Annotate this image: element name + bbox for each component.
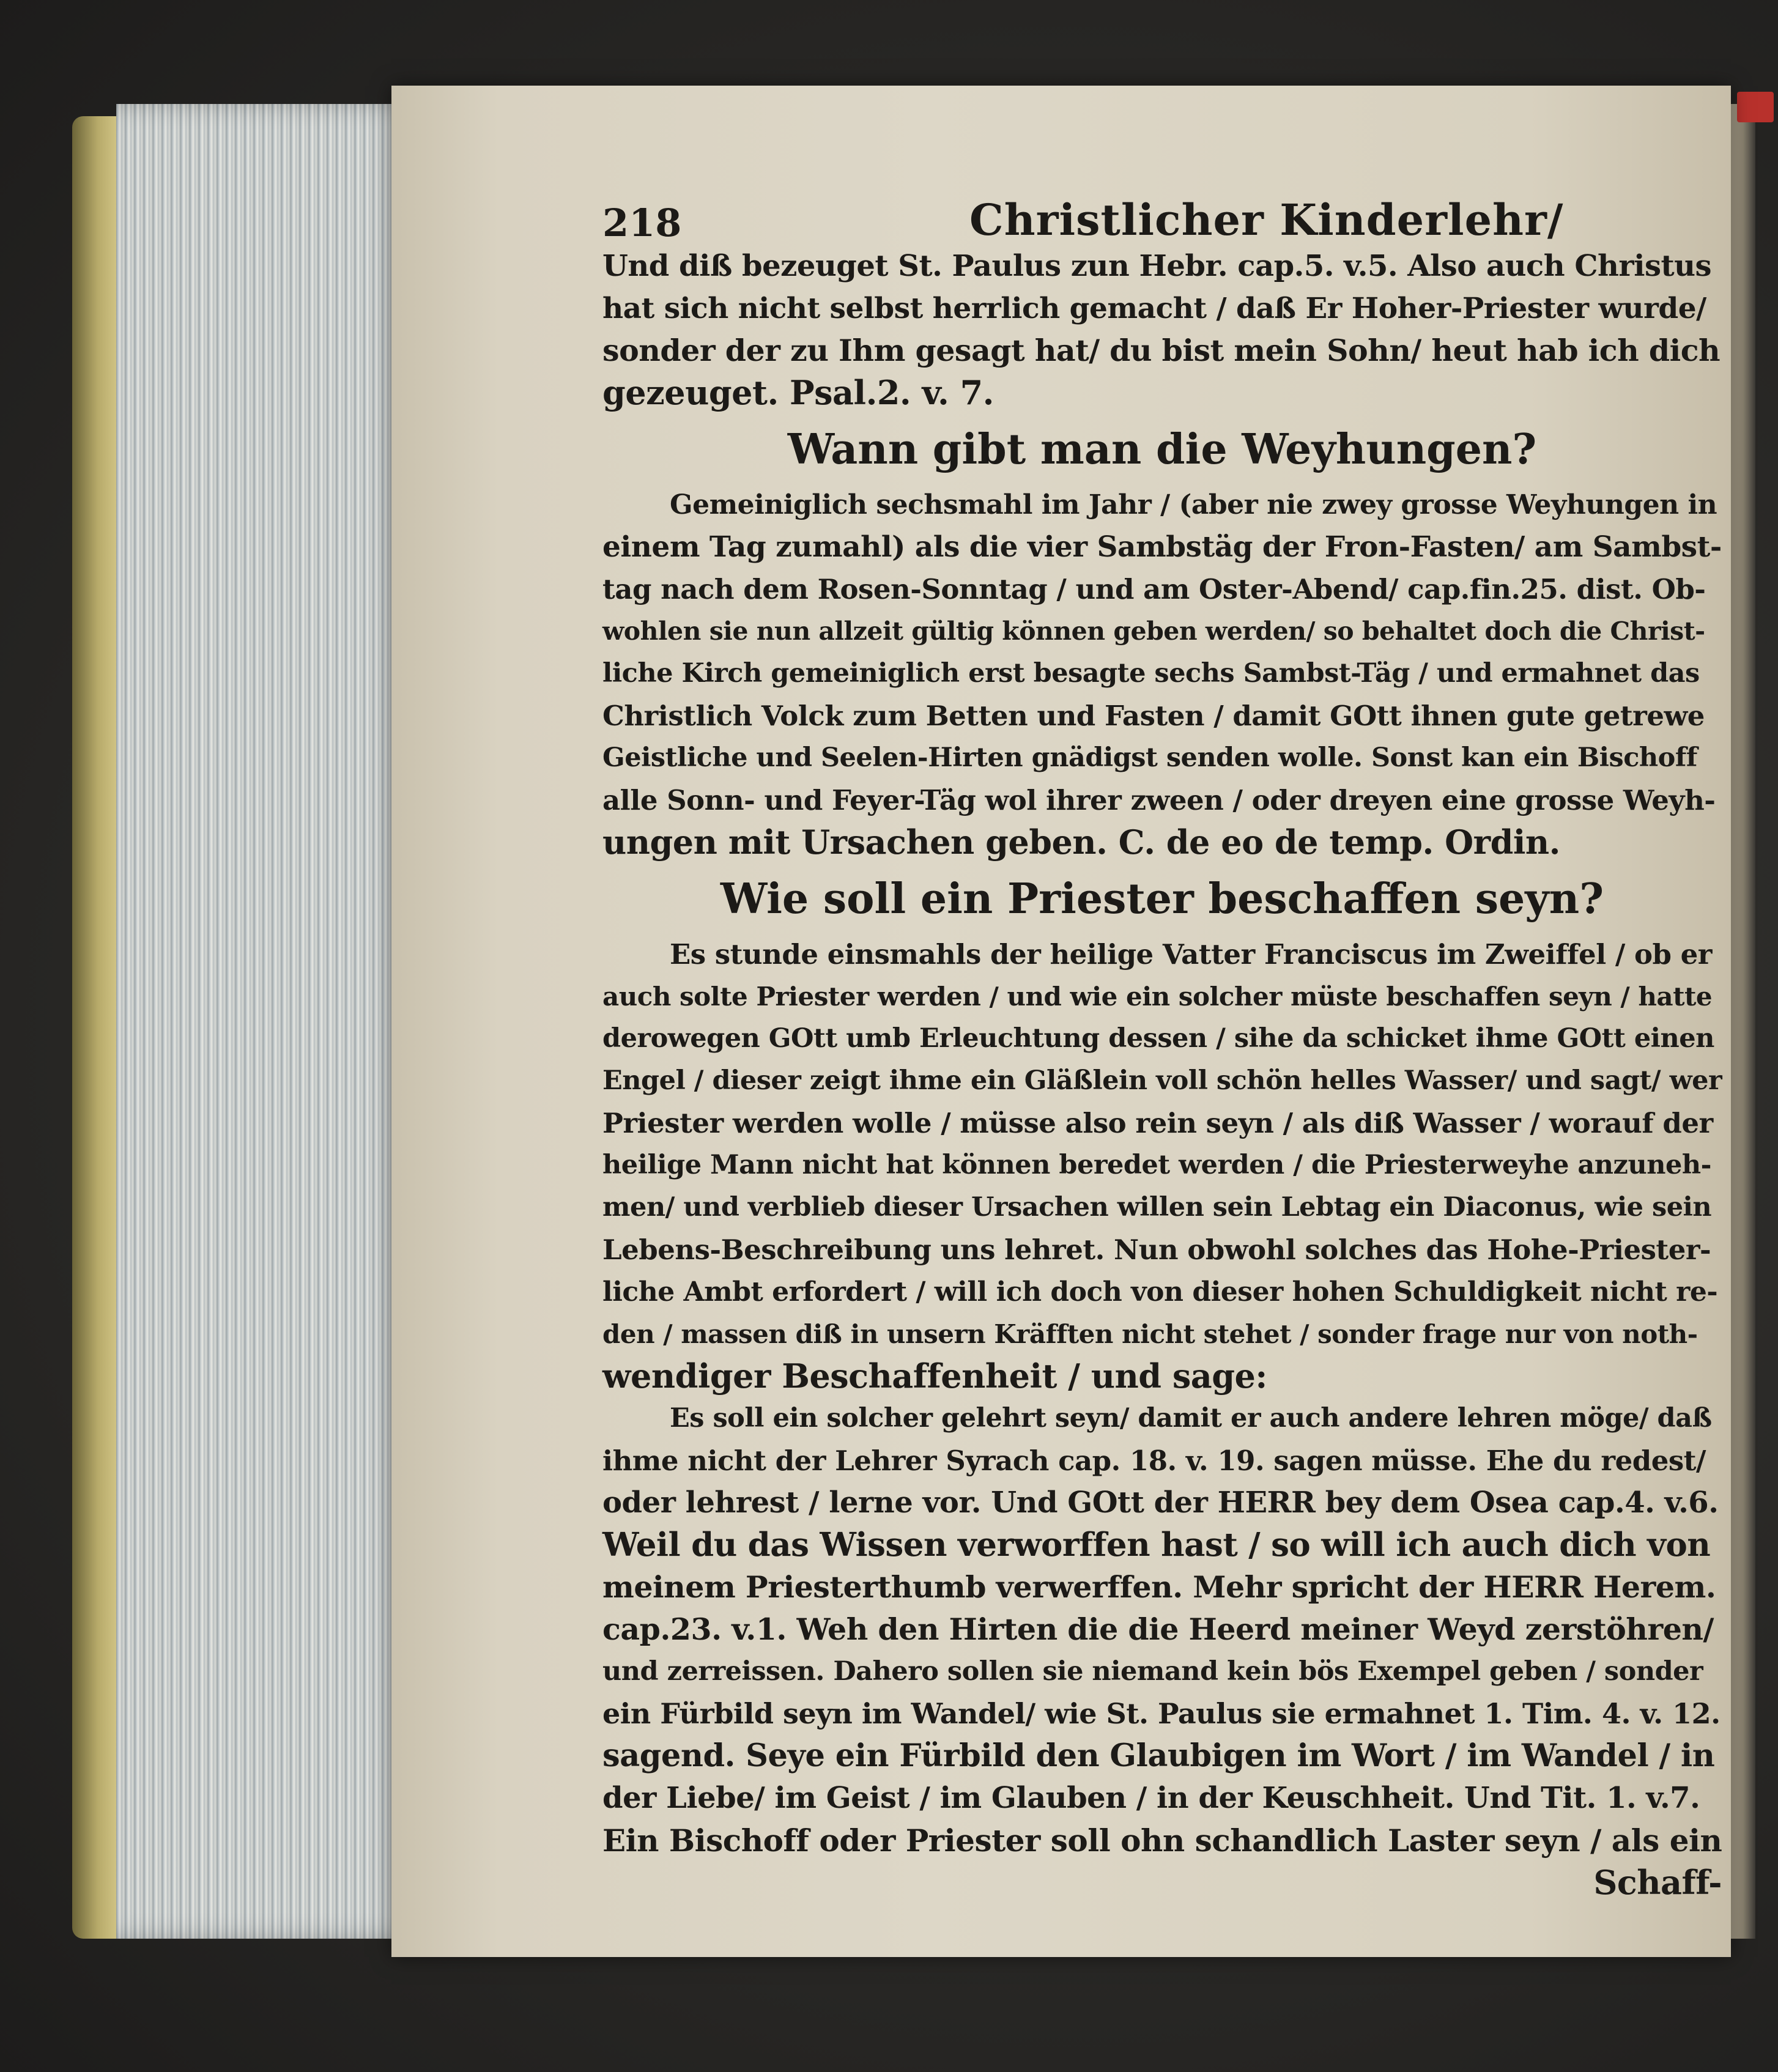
page-text [602, 187, 1722, 1904]
section-heading: Wann gibt man die Weyhungen? [787, 425, 1537, 474]
text-line: Engel / dieser zeigt ihme ein Gläßlein voll schön helles Wasser/ und sagt/ wer [602, 1065, 1722, 1096]
text-line: wohlen sie nun allzeit gültig können geben werden/ so behaltet doch die Christ- [602, 616, 1705, 646]
text-line: auch solte Priester werden / und wie ein solcher müste beschaffen seyn / hatte [602, 982, 1713, 1012]
text-line: der Liebe/ im Geist / im Glauben / in der Keuschheit. Und Tit. 1. v.7. [602, 1781, 1700, 1815]
text-line: men/ und verblieb dieser Ursachen willen sein Lebtag ein Diaconus, wie sein [602, 1192, 1712, 1223]
text-line: den / massen diß in unsern Kräfften nicht stehet / sonder frage nur von noth- [602, 1319, 1698, 1349]
text-line: sonder der zu Ihm gesagt hat/ du bist mein Sohn/ heut hab ich dich [602, 333, 1721, 368]
page-header [602, 187, 1722, 245]
text-line: ein Fürbild seyn im Wandel/ wie St. Paulus sie ermahnet 1. Tim. 4. v. 12. [602, 1697, 1721, 1730]
text-line: Christlich Volck zum Betten und Fasten / damit GOtt ihnen gute getrewe [602, 700, 1705, 732]
text-line: ihme nicht der Lehrer Syrach cap. 18. v. 19. sagen müsse. Ehe du redest/ [602, 1445, 1706, 1477]
text-line: Gemeiniglich sechsmahl im Jahr / (aber nie zwey grosse Weyhungen in [670, 489, 1717, 520]
text-line: liche Ambt erfordert / will ich doch von dieser hohen Schuldigkeit nicht re- [602, 1276, 1718, 1308]
text-line: Lebens-Beschreibung uns lehret. Nun obwohl solches das Hohe-Priester- [602, 1234, 1711, 1266]
text-line: Und diß bezeuget St. Paulus zun Hebr. cap.5. v.5. Also auch Christus [602, 249, 1712, 283]
text-line: heilige Mann nicht hat können beredet werden / die Priesterweyhe anzuneh- [602, 1150, 1711, 1180]
text-line: Ein Bischoff oder Priester soll ohn schandlich Laster seyn / als ein [602, 1822, 1722, 1859]
text-line: Weil du das Wissen verworffen hast / so will ich auch dich von [602, 1526, 1711, 1564]
text-line: Priester werden wolle / müsse also rein seyn / als diß Wasser / worauf der [602, 1107, 1713, 1139]
section-priester [602, 864, 1722, 1862]
text-line: hat sich nicht selbst herrlich gemacht / daß Er Hoher-Priester wurde/ [602, 292, 1706, 325]
text-line: tag nach dem Rosen-Sonntag / und am Oster-Abend/ cap.fin.25. dist. Ob- [602, 573, 1706, 605]
running-head: Christlicher Kinderlehr/ [969, 194, 1564, 245]
text-line: Es stunde einsmahls der heilige Vatter Franciscus im Zweiffel / ob er [670, 938, 1712, 971]
text-line: und zerreissen. Dahero sollen sie niemand kein bös Exempel geben / sonder [602, 1656, 1703, 1687]
section-intro [602, 245, 1722, 414]
text-line: oder lehrest / lerne vor. Und GOtt der HERR bey dem Osea cap.4. v.6. [602, 1486, 1719, 1520]
bookmark-ribbon [1737, 92, 1774, 122]
text-line: wendiger Beschaffenheit / und sage: [602, 1356, 1267, 1396]
text-line: Es soll ein solcher gelehrt seyn/ damit er auch andere lehren möge/ daß [670, 1403, 1712, 1434]
text-line: ungen mit Ursachen geben. C. de eo de temp. Ordin. [602, 823, 1560, 862]
text-line: Geistliche und Seelen-Hirten gnädigst senden wolle. Sonst kan ein Bischoff [602, 742, 1697, 773]
section-heading: Wie soll ein Priester beschaffen seyn? [720, 875, 1604, 923]
text-line: sagend. Seye ein Fürbild den Glaubigen im Wort / im Wandel / in [602, 1737, 1715, 1774]
text-line: cap.23. v.1. Weh den Hirten die die Heerd meiner Weyd zerstöhren/ [602, 1611, 1714, 1647]
text-line: gezeuget. Psal.2. v. 7. [602, 373, 994, 412]
section-weyhungen [602, 414, 1722, 864]
text-line: alle Sonn- und Feyer-Täg wol ihrer zween / oder dreyen eine grosse Weyh- [602, 784, 1716, 816]
text-line: derowegen GOtt umb Erleuchtung dessen / sihe da schicket ihme GOtt einen [602, 1023, 1714, 1054]
stacked-page-edges [116, 104, 434, 1939]
text-line: liche Kirch gemeiniglich erst besagte sechs Sambst-Täg / und ermahnet das [602, 658, 1700, 689]
catchword: Schaff- [1593, 1863, 1722, 1902]
text-line: einem Tag zumahl) als die vier Sambstäg der Fron-Fasten/ am Sambst- [602, 530, 1722, 564]
page-number: 218 [602, 201, 682, 245]
text-line: meinem Priesterthumb verwerffen. Mehr spricht der HERR Herem. [602, 1569, 1716, 1605]
